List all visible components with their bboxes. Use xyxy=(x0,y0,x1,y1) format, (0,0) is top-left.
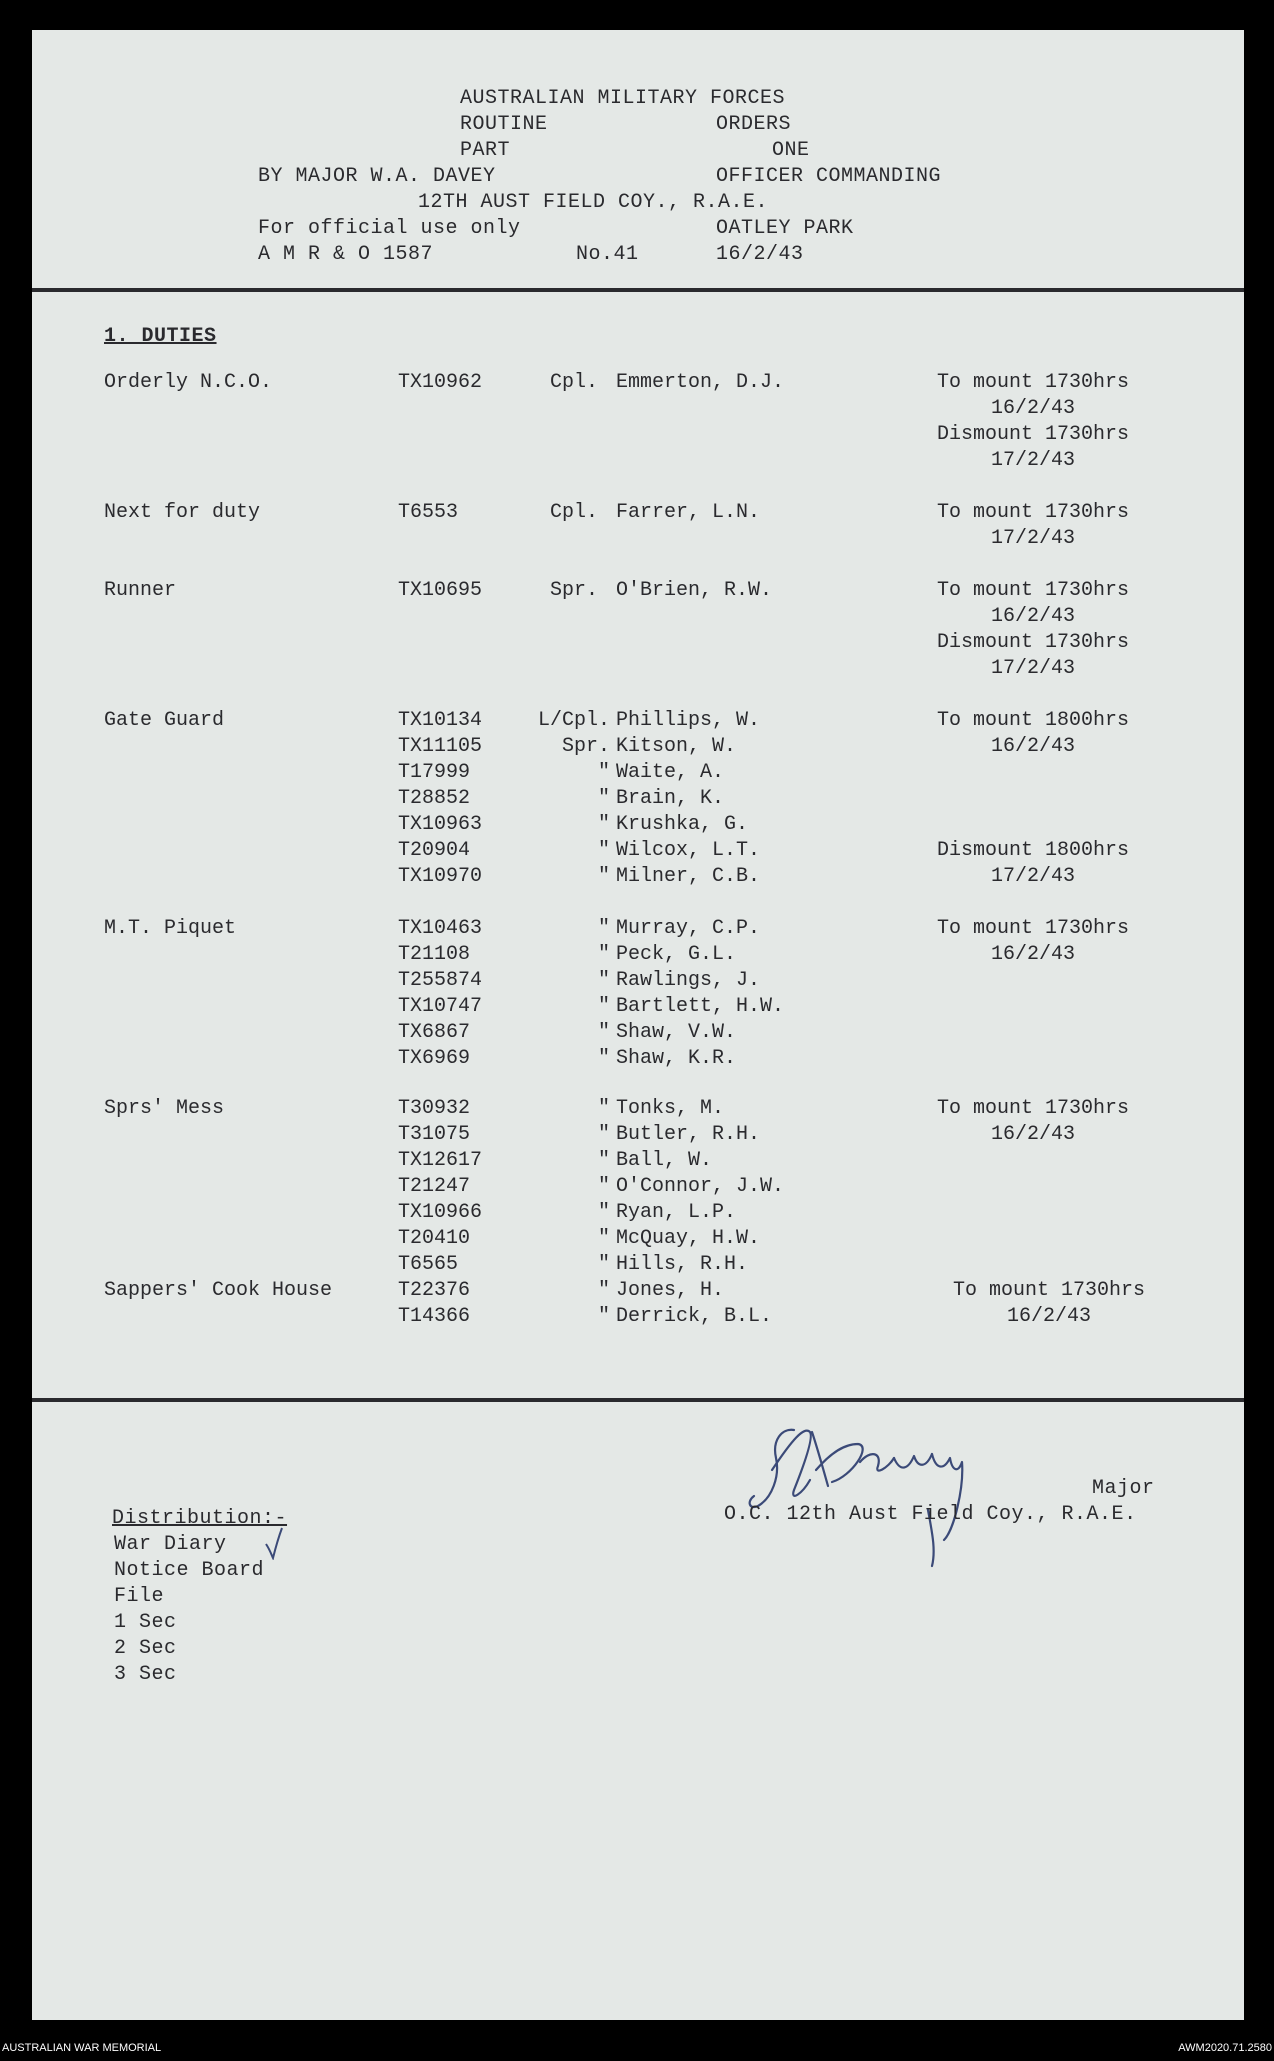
time-line: Dismount 1730hrs xyxy=(936,631,1130,654)
duty-name: Orderly N.C.O. xyxy=(104,371,273,394)
service-number: TX10463 xyxy=(398,917,483,940)
person-name: O'Brien, R.W. xyxy=(616,579,773,602)
person-name: Ball, W. xyxy=(616,1149,713,1172)
time-line: 17/2/43 xyxy=(990,449,1075,472)
time-line: Dismount 1730hrs xyxy=(936,423,1130,446)
header-date: 16/2/43 xyxy=(716,243,804,266)
time-line: 17/2/43 xyxy=(990,527,1075,550)
time-line xyxy=(888,760,1178,786)
service-number: TX10970 xyxy=(398,865,483,888)
header-by: BY MAJOR W.A. DAVEY xyxy=(258,165,496,188)
distribution-item: Notice Board xyxy=(114,1559,265,1582)
service-number: T6565 xyxy=(398,1253,459,1276)
person-name: Milner, C.B. xyxy=(616,865,761,888)
tick-mark-icon xyxy=(264,1526,284,1560)
service-number: T21108 xyxy=(398,943,471,966)
person-name: Krushka, G. xyxy=(616,813,749,836)
ditto-mark: " xyxy=(597,1305,610,1328)
service-number: TX10963 xyxy=(398,813,483,836)
person-name: Hills, R.H. xyxy=(616,1253,749,1276)
ditto-mark: " xyxy=(597,813,610,836)
service-number: T20410 xyxy=(398,1227,471,1250)
time-line: 16/2/43 xyxy=(990,397,1075,420)
header-location: OATLEY PARK xyxy=(716,217,854,240)
person-name: Tonks, M. xyxy=(616,1097,725,1120)
time-line: 16/2/43 xyxy=(990,1123,1075,1146)
time-line: 16/2/43 xyxy=(990,605,1075,628)
service-number: TX10695 xyxy=(398,579,483,602)
ditto-mark: " xyxy=(597,1175,610,1198)
person-name: Peck, G.L. xyxy=(616,943,737,966)
person-name: Farrer, L.N. xyxy=(616,501,761,524)
person-name: Ryan, L.P. xyxy=(616,1201,737,1224)
time-line xyxy=(888,786,1178,812)
header-routine: ROUTINE xyxy=(460,113,548,136)
rank: Spr. xyxy=(550,579,599,602)
service-number: T20904 xyxy=(398,839,471,862)
service-number: TX11105 xyxy=(398,735,483,758)
service-number: TX6867 xyxy=(398,1021,471,1044)
rank: L/Cpl. xyxy=(537,709,610,732)
header-unit: 12TH AUST FIELD COY., R.A.E. xyxy=(418,191,769,214)
service-number: TX12617 xyxy=(398,1149,483,1172)
ditto-mark: " xyxy=(597,865,610,888)
person-name: Shaw, V.W. xyxy=(616,1021,737,1044)
ditto-mark: " xyxy=(597,1227,610,1250)
time-line: To mount 1730hrs xyxy=(936,1097,1130,1120)
ditto-mark: " xyxy=(597,787,610,810)
duty-name: Gate Guard xyxy=(104,709,225,732)
person-name: Bartlett, H.W. xyxy=(616,995,785,1018)
footer-rule xyxy=(32,1398,1244,1402)
person-name: Emmerton, D.J. xyxy=(616,371,785,394)
document-sheet xyxy=(32,30,1244,2020)
person-name: O'Connor, J.W. xyxy=(616,1175,785,1198)
time-line: To mount 1800hrs xyxy=(936,709,1130,732)
time-line: 16/2/43 xyxy=(990,943,1075,966)
duty-name: M.T. Piquet xyxy=(104,917,237,940)
header-official: For official use only xyxy=(258,217,521,240)
ditto-mark: " xyxy=(597,995,610,1018)
person-name: Derrick, B.L. xyxy=(616,1305,773,1328)
header-part: PART xyxy=(460,139,511,162)
person-name: Brain, K. xyxy=(616,787,725,810)
distribution-item: War Diary xyxy=(114,1533,227,1556)
header-ref: A M R & O 1587 xyxy=(258,243,434,266)
archive-credit: AUSTRALIAN WAR MEMORIAL xyxy=(2,2042,162,2054)
person-name: Wilcox, L.T. xyxy=(616,839,761,862)
distribution-item: File xyxy=(114,1585,165,1608)
ditto-mark: " xyxy=(597,943,610,966)
ditto-mark: " xyxy=(597,761,610,784)
person-name: Butler, R.H. xyxy=(616,1123,761,1146)
service-number: T21247 xyxy=(398,1175,471,1198)
service-number: T255874 xyxy=(398,969,483,992)
signature-title: O.C. 12th Aust Field Coy., R.A.E. xyxy=(724,1503,1137,1526)
person-name: Jones, H. xyxy=(616,1279,725,1302)
service-number: TX6969 xyxy=(398,1047,471,1070)
service-number: TX10134 xyxy=(398,709,483,732)
duty-name: Sprs' Mess xyxy=(104,1097,225,1120)
ditto-mark: " xyxy=(597,1021,610,1044)
service-number: TX10962 xyxy=(398,371,483,394)
person-name: Waite, A. xyxy=(616,761,725,784)
time-line: To mount 1730hrs xyxy=(936,917,1130,940)
archive-reference: AWM2020.71.2580 xyxy=(1178,2042,1272,2054)
service-number: TX10966 xyxy=(398,1201,483,1224)
person-name: Shaw, K.R. xyxy=(616,1047,737,1070)
service-number: T14366 xyxy=(398,1305,471,1328)
ditto-mark: " xyxy=(597,917,610,940)
ditto-mark: " xyxy=(597,1149,610,1172)
time-line: 17/2/43 xyxy=(990,865,1075,888)
duty-name: Next for duty xyxy=(104,501,261,524)
service-number: T22376 xyxy=(398,1279,471,1302)
time-line: To mount 1730hrs xyxy=(936,579,1130,602)
ditto-mark: " xyxy=(597,1253,610,1276)
service-number: T17999 xyxy=(398,761,471,784)
time-line: To mount 1730hrs xyxy=(936,371,1130,394)
rank: Cpl. xyxy=(550,371,599,394)
ditto-mark: " xyxy=(597,1047,610,1070)
header-rule xyxy=(32,288,1244,292)
person-name: Kitson, W. xyxy=(616,735,737,758)
time-line xyxy=(888,812,1178,838)
ditto-mark: " xyxy=(597,969,610,992)
person-name: McQuay, H.W. xyxy=(616,1227,761,1250)
time-line: Dismount 1800hrs xyxy=(936,839,1130,862)
ditto-mark: " xyxy=(597,839,610,862)
section-title: 1. DUTIES xyxy=(104,325,217,348)
service-number: T30932 xyxy=(398,1097,471,1120)
service-number: T6553 xyxy=(398,501,459,524)
header-officer: OFFICER COMMANDING xyxy=(716,165,942,188)
ditto-mark: " xyxy=(597,1279,610,1302)
time-line: 16/2/43 xyxy=(1006,1305,1091,1328)
header-one: ONE xyxy=(772,139,810,162)
duty-name: Runner xyxy=(104,579,177,602)
service-number: TX10747 xyxy=(398,995,483,1018)
signature-rank: Major xyxy=(1092,1477,1155,1500)
time-line: 17/2/43 xyxy=(990,657,1075,680)
header-orders: ORDERS xyxy=(716,113,792,136)
service-number: T31075 xyxy=(398,1123,471,1146)
person-name: Rawlings, J. xyxy=(616,969,761,992)
rank: Cpl. xyxy=(550,501,599,524)
duty-name: Sappers' Cook House xyxy=(104,1279,333,1302)
header-title: AUSTRALIAN MILITARY FORCES xyxy=(460,87,786,110)
time-line: To mount 1730hrs xyxy=(952,1279,1146,1302)
time-line: 16/2/43 xyxy=(990,735,1075,758)
distribution-heading: Distribution:- xyxy=(112,1507,288,1530)
person-name: Phillips, W. xyxy=(616,709,761,732)
ditto-mark: " xyxy=(597,1123,610,1146)
distribution-item: 3 Sec xyxy=(114,1663,177,1686)
time-line: To mount 1730hrs xyxy=(936,501,1130,524)
header-number: No.41 xyxy=(576,243,639,266)
rank: Spr. xyxy=(561,735,610,758)
handwritten-signature xyxy=(732,1410,1072,1570)
ditto-mark: " xyxy=(597,1201,610,1224)
distribution-item: 2 Sec xyxy=(114,1637,177,1660)
person-name: Murray, C.P. xyxy=(616,917,761,940)
service-number: T28852 xyxy=(398,787,471,810)
distribution-item: 1 Sec xyxy=(114,1611,177,1634)
ditto-mark: " xyxy=(597,1097,610,1120)
